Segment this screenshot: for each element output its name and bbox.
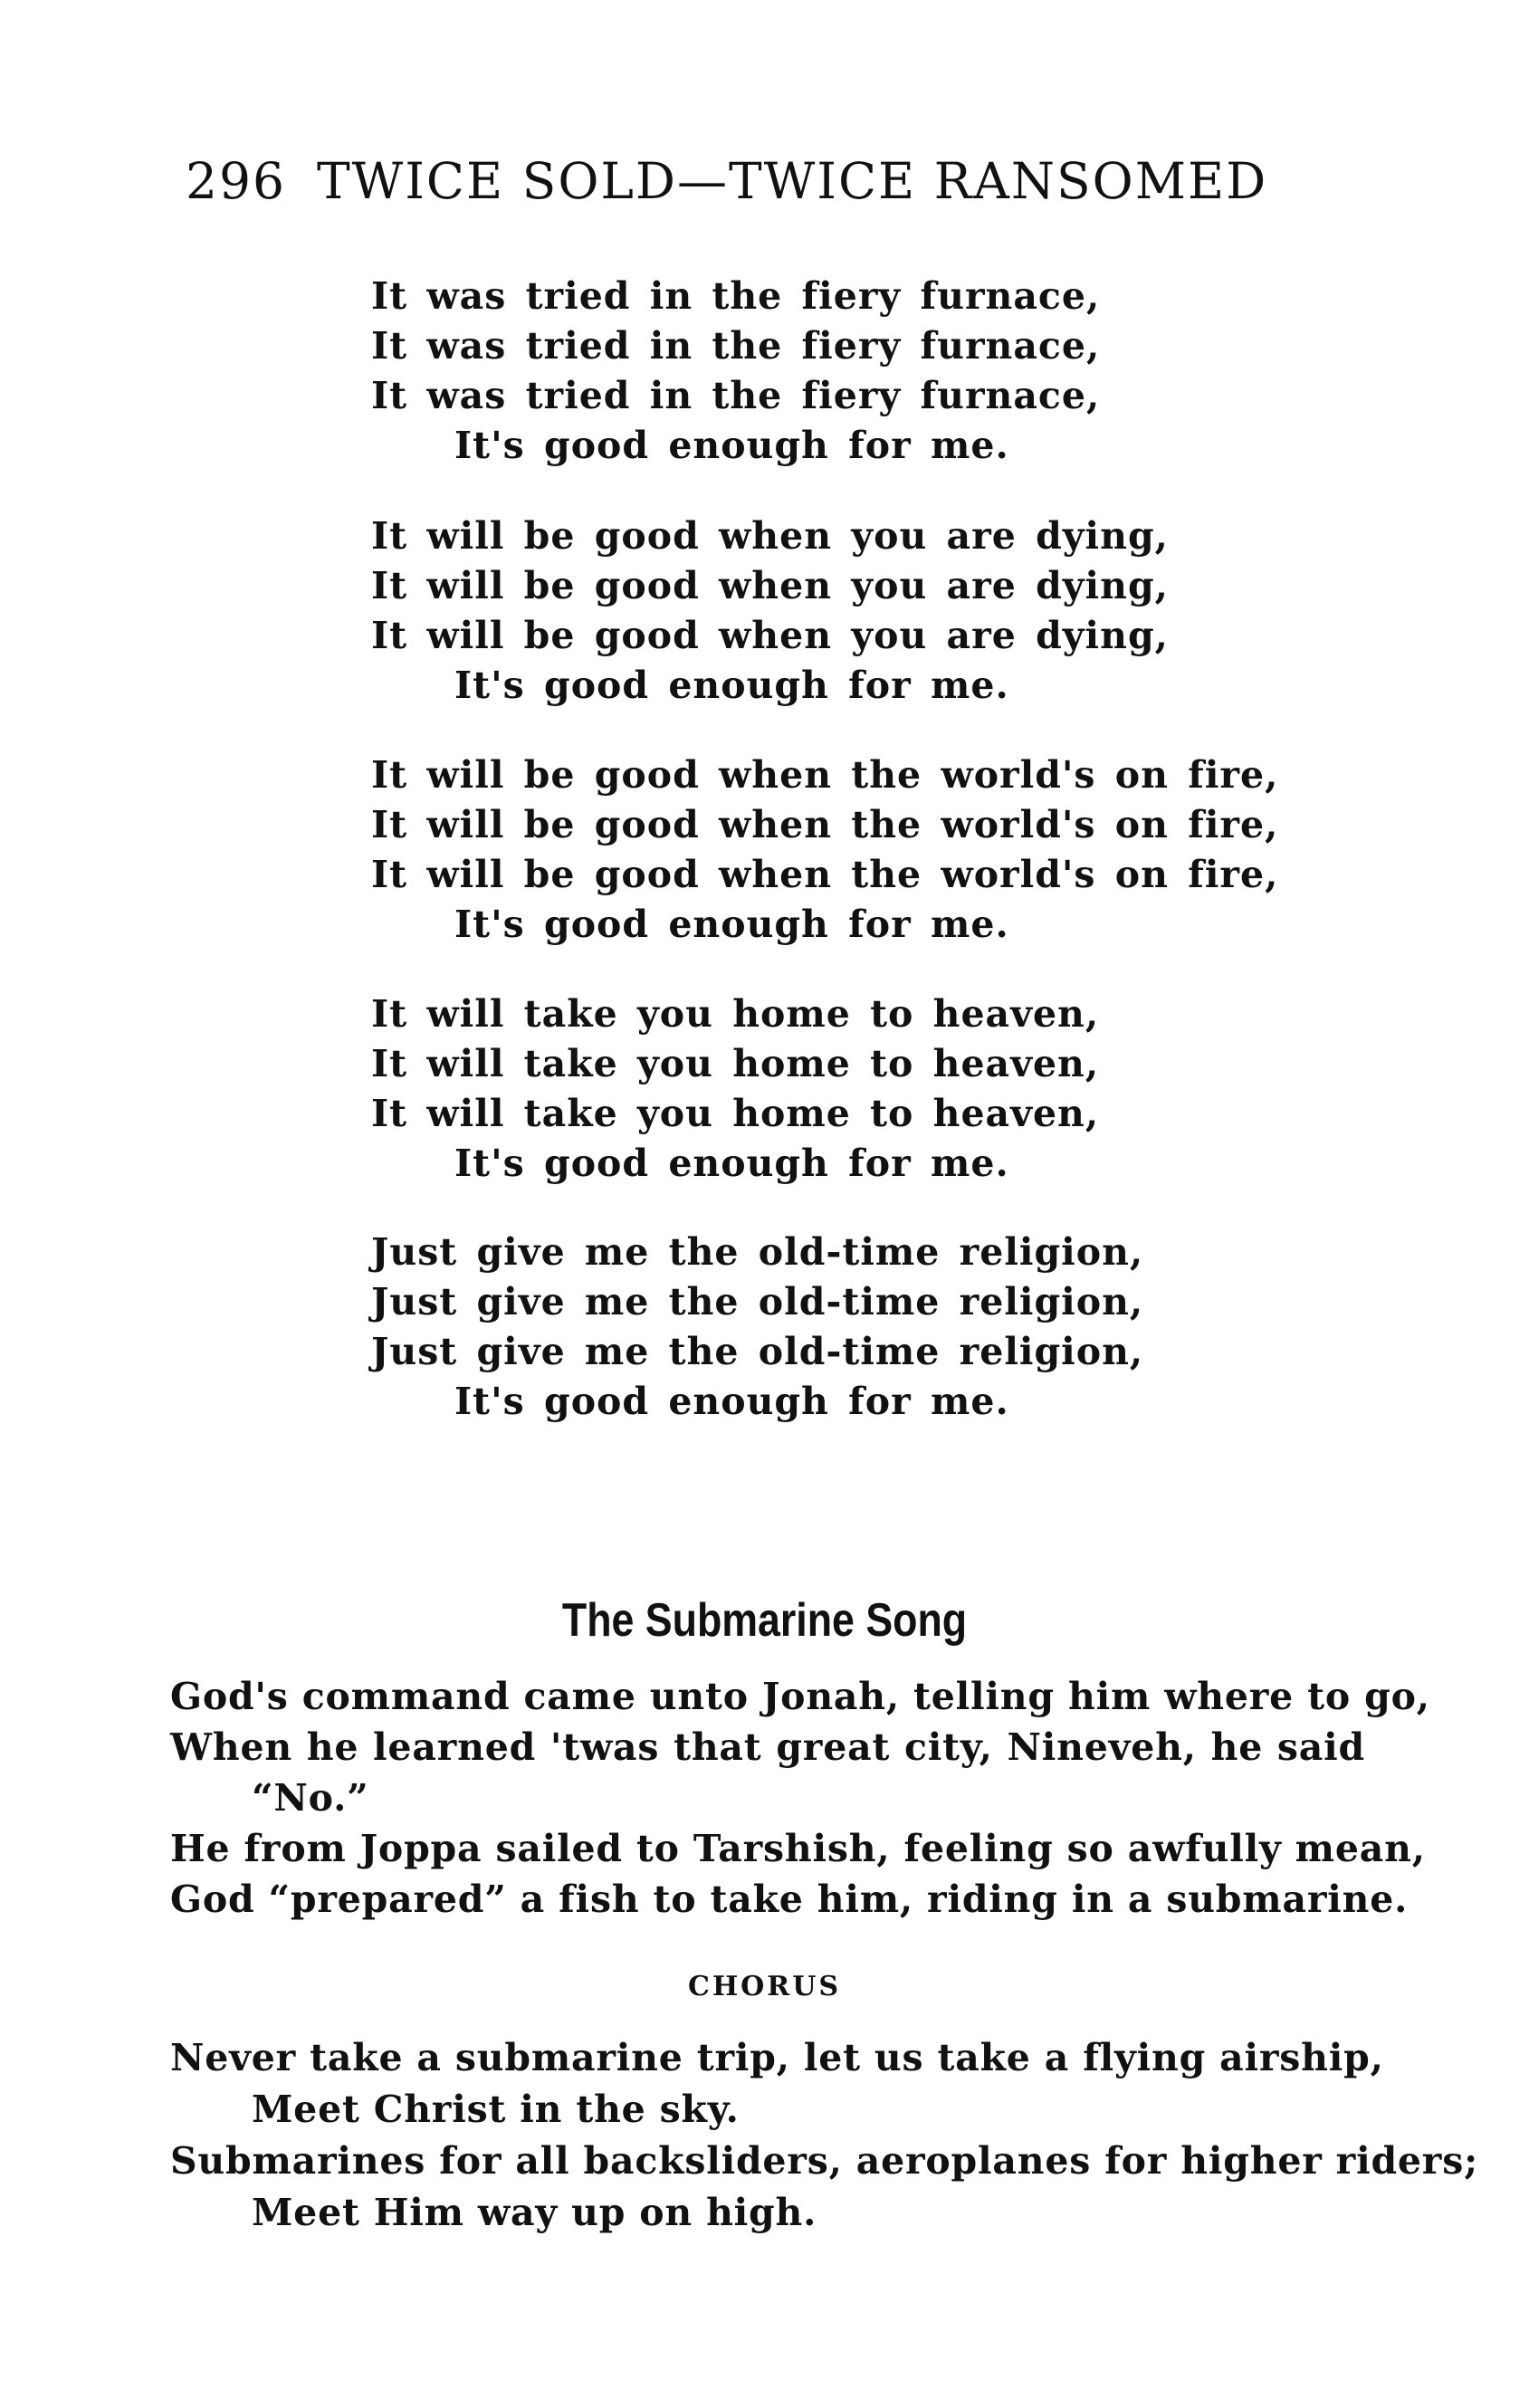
stanza-line: It was tried in the fiery furnace, <box>371 324 1101 368</box>
stanza-line: Just give me the old-time religion, <box>371 1280 1144 1323</box>
verse-line-continuation: “No.” <box>252 1776 369 1820</box>
stanza-refrain: It's good enough for me. <box>454 1142 1009 1185</box>
stanza-3 <box>371 750 1278 950</box>
stanza-5 <box>371 1228 1143 1427</box>
stanza-refrain: It's good enough for me. <box>454 664 1009 707</box>
page-number: 296 <box>186 152 286 210</box>
chorus-line: Submarines for all backsliders, aeroplanes for higher riders; <box>170 2139 1479 2183</box>
stanza-line: It will be good when the world's on fire, <box>371 853 1279 896</box>
chorus-label: CHORUS <box>687 1971 842 2002</box>
stanza-refrain: It's good enough for me. <box>454 1380 1009 1423</box>
song-title: The Submarine Song <box>561 1594 968 1647</box>
verse-line: He from Joppa sailed to Tarshish, feeling so awfully mean, <box>170 1827 1426 1870</box>
stanza-4 <box>371 989 1099 1189</box>
stanza-line: It will take you home to heaven, <box>371 1092 1100 1135</box>
stanza-line: Just give me the old-time religion, <box>371 1330 1144 1373</box>
stanza-line: Just give me the old-time religion, <box>371 1230 1144 1274</box>
stanza-line: It was tried in the fiery furnace, <box>371 374 1101 417</box>
stanza-2 <box>371 511 1169 711</box>
stanza-line: It will be good when the world's on fire, <box>371 753 1279 797</box>
stanza-line: It will take you home to heaven, <box>371 1042 1100 1085</box>
stanza-1 <box>371 272 1100 471</box>
verse-line: God's command came unto Jonah, telling him where to go, <box>170 1675 1430 1718</box>
verse-line: When he learned 'twas that great city, Nineveh, he said <box>170 1725 1365 1769</box>
song-verse <box>170 1671 1430 1925</box>
stanza-line: It was tried in the fiery furnace, <box>371 274 1101 318</box>
chorus-line: Meet Christ in the sky. <box>252 2088 740 2131</box>
running-title: TWICE SOLD—TWICE RANSOMED <box>316 152 1268 210</box>
chorus-line: Never take a submarine trip, let us take a flying airship, <box>170 2036 1384 2079</box>
stanza-line: It will be good when you are dying, <box>371 564 1169 607</box>
stanza-refrain: It's good enough for me. <box>454 903 1009 946</box>
chorus-line: Meet Him way up on high. <box>252 2191 817 2234</box>
song-chorus <box>170 2032 1479 2239</box>
verse-line: God “prepared” a fish to take him, riding in a submarine. <box>170 1878 1409 1921</box>
stanza-line: It will take you home to heaven, <box>371 992 1100 1036</box>
stanza-refrain: It's good enough for me. <box>454 424 1009 467</box>
stanza-line: It will be good when you are dying, <box>371 614 1169 657</box>
stanza-line: It will be good when the world's on fire, <box>371 803 1279 846</box>
stanza-line: It will be good when you are dying, <box>371 514 1169 558</box>
page-header <box>186 152 1267 210</box>
